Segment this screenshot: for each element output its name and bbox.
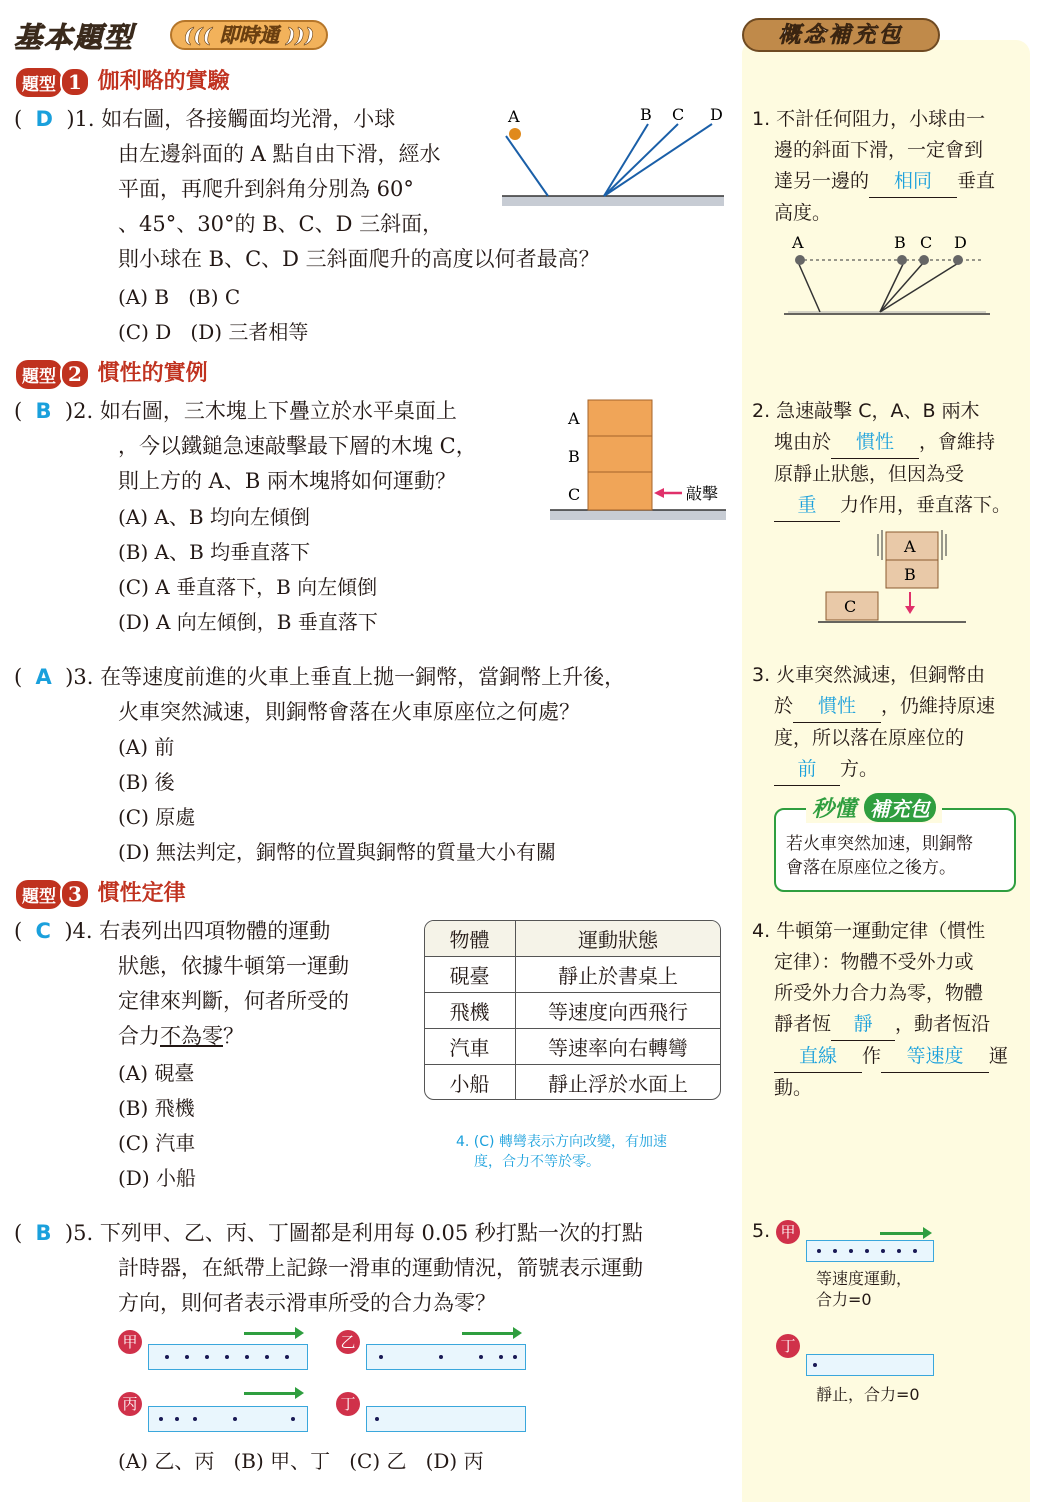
side-incline-figure (784, 232, 994, 324)
question-5: ( B )5. 下列甲、乙、丙、丁圖都是利用每 0.05 秒打點一次的打點 計時器，在紙帶上記錄一滑車的運動情況，箭號表示運動 方向，則何者表示滑車所受的合力為零？ (14, 1216, 734, 1321)
q-line: 計時器，在紙帶上記錄一滑車的運動情況，箭號表示運動 (118, 1256, 643, 1280)
option: (C) D (118, 320, 172, 344)
type-3-header (16, 876, 186, 909)
fig-label: A (568, 409, 580, 428)
question-2: ( B )2. 如右圖，三木塊上下疊立於水平桌面上 ，今以鐵鎚急速敲擊最下層的木塊 C， 則上方的 A、B 兩木塊將如何運動？ (14, 394, 544, 499)
side-line: 運 (989, 1045, 1009, 1067)
option: (C) 汽車 (118, 1131, 196, 1155)
option: (B) C (188, 285, 241, 309)
option: (D) 丙 (425, 1449, 484, 1473)
fig-label: C (568, 485, 581, 504)
q4-options (118, 1056, 196, 1196)
option: (A) B (118, 285, 170, 309)
fig-label: A (904, 537, 916, 556)
tip-title (806, 792, 942, 823)
fill-blank: 等速度 (881, 1041, 989, 1073)
q4-explanation (456, 1132, 667, 1172)
incline-figure (500, 100, 730, 215)
option: (A) A、B 均向左傾倒 (118, 505, 310, 529)
option: (A) 前 (118, 735, 175, 759)
page-title: 基本題型 (14, 21, 135, 54)
fig-label: B (894, 233, 906, 252)
side-tape-ding (806, 1354, 934, 1376)
cell: 飛機 (424, 992, 515, 1028)
side-line: 塊由於 (774, 431, 832, 453)
option: (A) 乙、丙 (118, 1449, 215, 1473)
side-line: 方。 (840, 758, 879, 780)
tip-title-text: 秒懂 (812, 797, 857, 822)
table-row (424, 956, 721, 992)
answer: D (35, 107, 53, 131)
q-line: 5. 下列甲、乙、丙、丁圖都是利用每 0.05 秒打點一次的打點 (73, 1221, 643, 1245)
fill-blank: 慣性 (793, 691, 881, 723)
type-1-header (16, 64, 230, 97)
fill-blank: 前 (774, 754, 840, 786)
tape-ding (366, 1406, 526, 1432)
side-line: 4. 牛頓第一運動定律（慣性 (752, 920, 986, 942)
side-line: 高度。 (774, 202, 832, 224)
answer: C (35, 919, 51, 943)
q-line: 方向，則何者表示滑車所受的合力為零？ (118, 1291, 496, 1315)
fill-blank: 相同 (869, 166, 957, 198)
type-title: 伽利略的實驗 (97, 68, 230, 94)
tip-badge: 補充包 (864, 793, 936, 822)
type-number: 1 (60, 67, 90, 97)
option: (B) 甲、丁 (233, 1449, 331, 1473)
option: (C) A 垂直落下，B 向左傾倒 (118, 575, 378, 599)
block-b (588, 436, 652, 472)
side-line: 於 (774, 695, 794, 717)
option: (D) 三者相等 (190, 320, 309, 344)
side-line: 邊的斜面下滑，一定會到 (774, 139, 984, 161)
fig-label: C (672, 105, 685, 124)
side-line: 1. 不計任何阻力，小球由一 (752, 108, 986, 130)
fig-label: B (568, 447, 580, 466)
cell: 等速度向西飛行 (515, 992, 721, 1028)
side-line: 定律）：物體不受外力或 (774, 951, 974, 973)
cell: 汽車 (424, 1028, 515, 1064)
side-line: 所受外力合力為零，物體 (774, 982, 984, 1004)
option: (C) 原處 (118, 805, 196, 829)
type-title: 慣性的實例 (97, 360, 208, 386)
q-line: 1. 如右圖，各接觸面均光滑，小球 (74, 107, 396, 131)
q2-options (118, 500, 378, 640)
fill-blank: 慣性 (831, 427, 919, 459)
side-line: 動。 (774, 1077, 813, 1099)
tip-line: 若火車突然加速，則銅幣 (786, 834, 973, 854)
note-line: 4. (C) 轉彎表示方向改變，有加速 (456, 1134, 667, 1150)
side-tape-ding-caption: 靜止，合力=0 (816, 1385, 920, 1404)
type-badge: 題型 (16, 360, 62, 389)
fig-label: D (710, 105, 723, 124)
q-line: 火車突然減速，則銅幣會落在火車原座位之何處？ (118, 700, 580, 724)
option: (B) 後 (118, 770, 175, 794)
fig-label: A (792, 233, 804, 252)
q1-options (118, 280, 308, 350)
slope-a (506, 136, 548, 196)
side-note-3 (752, 660, 1027, 786)
fig-label: B (640, 105, 652, 124)
side-note-4 (752, 916, 1032, 1104)
side-line: 垂直 (957, 170, 996, 192)
ball (509, 128, 521, 140)
concept-title: 概念補充包 (742, 18, 940, 52)
q-line: 2. 如右圖，三木塊上下疊立於水平桌面上 (73, 399, 457, 423)
motion-table (424, 920, 721, 1100)
side-line: 靜者恆 (774, 1013, 832, 1035)
side-tape-label-jia: 甲 (776, 1220, 800, 1244)
q-line: 定律來判斷，何者所受的 (118, 989, 349, 1013)
side-line: 3. 火車突然減速，但銅幣由 (752, 664, 986, 686)
q-line: 則上方的 A、B 兩木塊將如何運動？ (118, 469, 456, 493)
side-note-1 (752, 104, 1027, 229)
option: (A) 硯臺 (118, 1061, 195, 1085)
slope-d (604, 124, 712, 196)
fig-label: D (954, 233, 967, 252)
q-line: ？ (223, 1024, 244, 1048)
note-line: 度，合力不等於零。 (474, 1154, 600, 1170)
q3-options (118, 730, 556, 870)
side-line: 原靜止狀態，但因為受 (774, 463, 965, 485)
hit-label: 敲擊 (686, 484, 719, 503)
side-blocks-figure (818, 526, 968, 630)
fill-blank: 靜 (831, 1009, 895, 1041)
fig-label: B (904, 565, 916, 584)
table-row (424, 992, 721, 1028)
side-tape-jia-caption (816, 1268, 912, 1310)
blocks-figure (548, 396, 728, 524)
type-number: 2 (60, 359, 90, 389)
fig-label: A (508, 107, 520, 126)
fig-label: C (844, 597, 857, 616)
fig-label: C (920, 233, 933, 252)
quick-pill: ((( 即時通 ))) (170, 20, 328, 50)
option: (D) A 向左傾倒，B 垂直落下 (118, 610, 378, 634)
option: (C) 乙 (349, 1449, 407, 1473)
tape-label-jia: 甲 (118, 1330, 142, 1354)
question-3: ( A )3. 在等速度前進的火車上垂直上拋一銅幣，當銅幣上升後， 火車突然減速，則銅幣會落在火車原座位之何處？ (14, 660, 734, 730)
table-row (424, 1028, 721, 1064)
q-line: 、45°、30°的 B、C、D 三斜面， (118, 212, 444, 236)
option: (D) 無法判定，銅幣的位置與銅幣的質量大小有關 (118, 840, 556, 864)
direction-arrow (462, 1332, 514, 1335)
type-badge: 題型 (16, 880, 62, 909)
q-line: 由左邊斜面的 A 點自由下滑，經水 (118, 142, 441, 166)
type-title: 慣性定律 (97, 880, 186, 906)
motion-table-wrap (424, 920, 721, 1100)
q-line: ，今以鐵鎚急速敲擊最下層的木塊 C， (118, 434, 477, 458)
fill-blank: 重 (774, 490, 840, 522)
type-2-header (16, 356, 208, 389)
cell: 靜止浮於水面上 (515, 1064, 721, 1100)
cell: 小船 (424, 1064, 515, 1100)
table-header: 運動狀態 (515, 920, 721, 956)
tape-yi (366, 1344, 526, 1370)
tape-label-ding: 丁 (336, 1392, 360, 1416)
block-c (588, 472, 652, 510)
fill-blank: 直線 (774, 1041, 862, 1073)
table-row (424, 1064, 721, 1100)
side-note-5-number: 5. (752, 1220, 771, 1242)
option: (B) A、B 均垂直落下 (118, 540, 311, 564)
q-line: 合力 (118, 1024, 160, 1048)
tape-bing (148, 1406, 308, 1432)
tape-label-yi: 乙 (336, 1330, 360, 1354)
side-line: 作 (862, 1045, 882, 1067)
answer: B (35, 1221, 52, 1245)
side-line: ，仍維持原速 (881, 695, 996, 717)
direction-arrow (244, 1392, 296, 1395)
side-line: 力作用，垂直落下。 (840, 494, 1012, 516)
question-4: ( C )4. 右表列出四項物體的運動 狀態，依據牛頓第一運動 定律來判斷，何者所受的 合力不為零？ (14, 914, 414, 1054)
side-line: 度，所以落在原座位的 (774, 727, 965, 749)
q5-options (118, 1444, 484, 1479)
question-1: ( D )1. 如右圖，各接觸面均光滑，小球 由左邊斜面的 A 點自由下滑，經水 平面，再爬升到斜角分別為 60° 、45°、30°的 B、C、D 三斜面， 則小球在 B、C、D 三斜面爬升的高度以何者最高？ (14, 102, 494, 277)
q-line: 則小球在 B、C、D 三斜面爬升的高度以何者最高？ (118, 247, 600, 271)
side-line: 2. 急速敲擊 C，A、B 兩木 (752, 400, 980, 422)
side-line: ，動者恆沿 (895, 1013, 991, 1035)
caption-line: 合力=0 (816, 1290, 872, 1309)
tip-line: 會落在原座位之後方。 (786, 858, 956, 878)
type-badge: 題型 (16, 68, 62, 97)
side-tape-jia (806, 1240, 934, 1262)
emphasis: 不為零 (160, 1024, 223, 1048)
q-line: 狀態，依據牛頓第一運動 (118, 954, 349, 978)
side-line: 達另一邊的 (774, 170, 870, 192)
direction-arrow (880, 1232, 924, 1235)
q-line: 4. 右表列出四項物體的運動 (72, 919, 331, 943)
side-note-2 (752, 396, 1034, 522)
answer: A (35, 665, 52, 689)
cell: 等速率向右轉彎 (515, 1028, 721, 1064)
table-header: 物體 (424, 920, 515, 956)
tip-text (786, 832, 973, 880)
tape-jia (148, 1344, 308, 1370)
caption-line: 等速度運動， (816, 1269, 913, 1288)
block-a (588, 400, 652, 436)
answer: B (35, 399, 52, 423)
type-number: 3 (60, 879, 90, 909)
direction-arrow (244, 1332, 296, 1335)
cell: 硯臺 (424, 956, 515, 992)
floor (502, 196, 724, 206)
side-tape-label-ding: 丁 (776, 1334, 800, 1358)
side-line: ，會維持 (919, 431, 996, 453)
q-line: 3. 在等速度前進的火車上垂直上拋一銅幣，當銅幣上升後， (73, 665, 626, 689)
option: (B) 飛機 (118, 1096, 195, 1120)
tape-label-bing: 丙 (118, 1392, 142, 1416)
q-line: 平面，再爬升到斜角分別為 60° (118, 177, 414, 201)
cell: 靜止於書桌上 (515, 956, 721, 992)
option: (D) 小船 (118, 1166, 196, 1190)
